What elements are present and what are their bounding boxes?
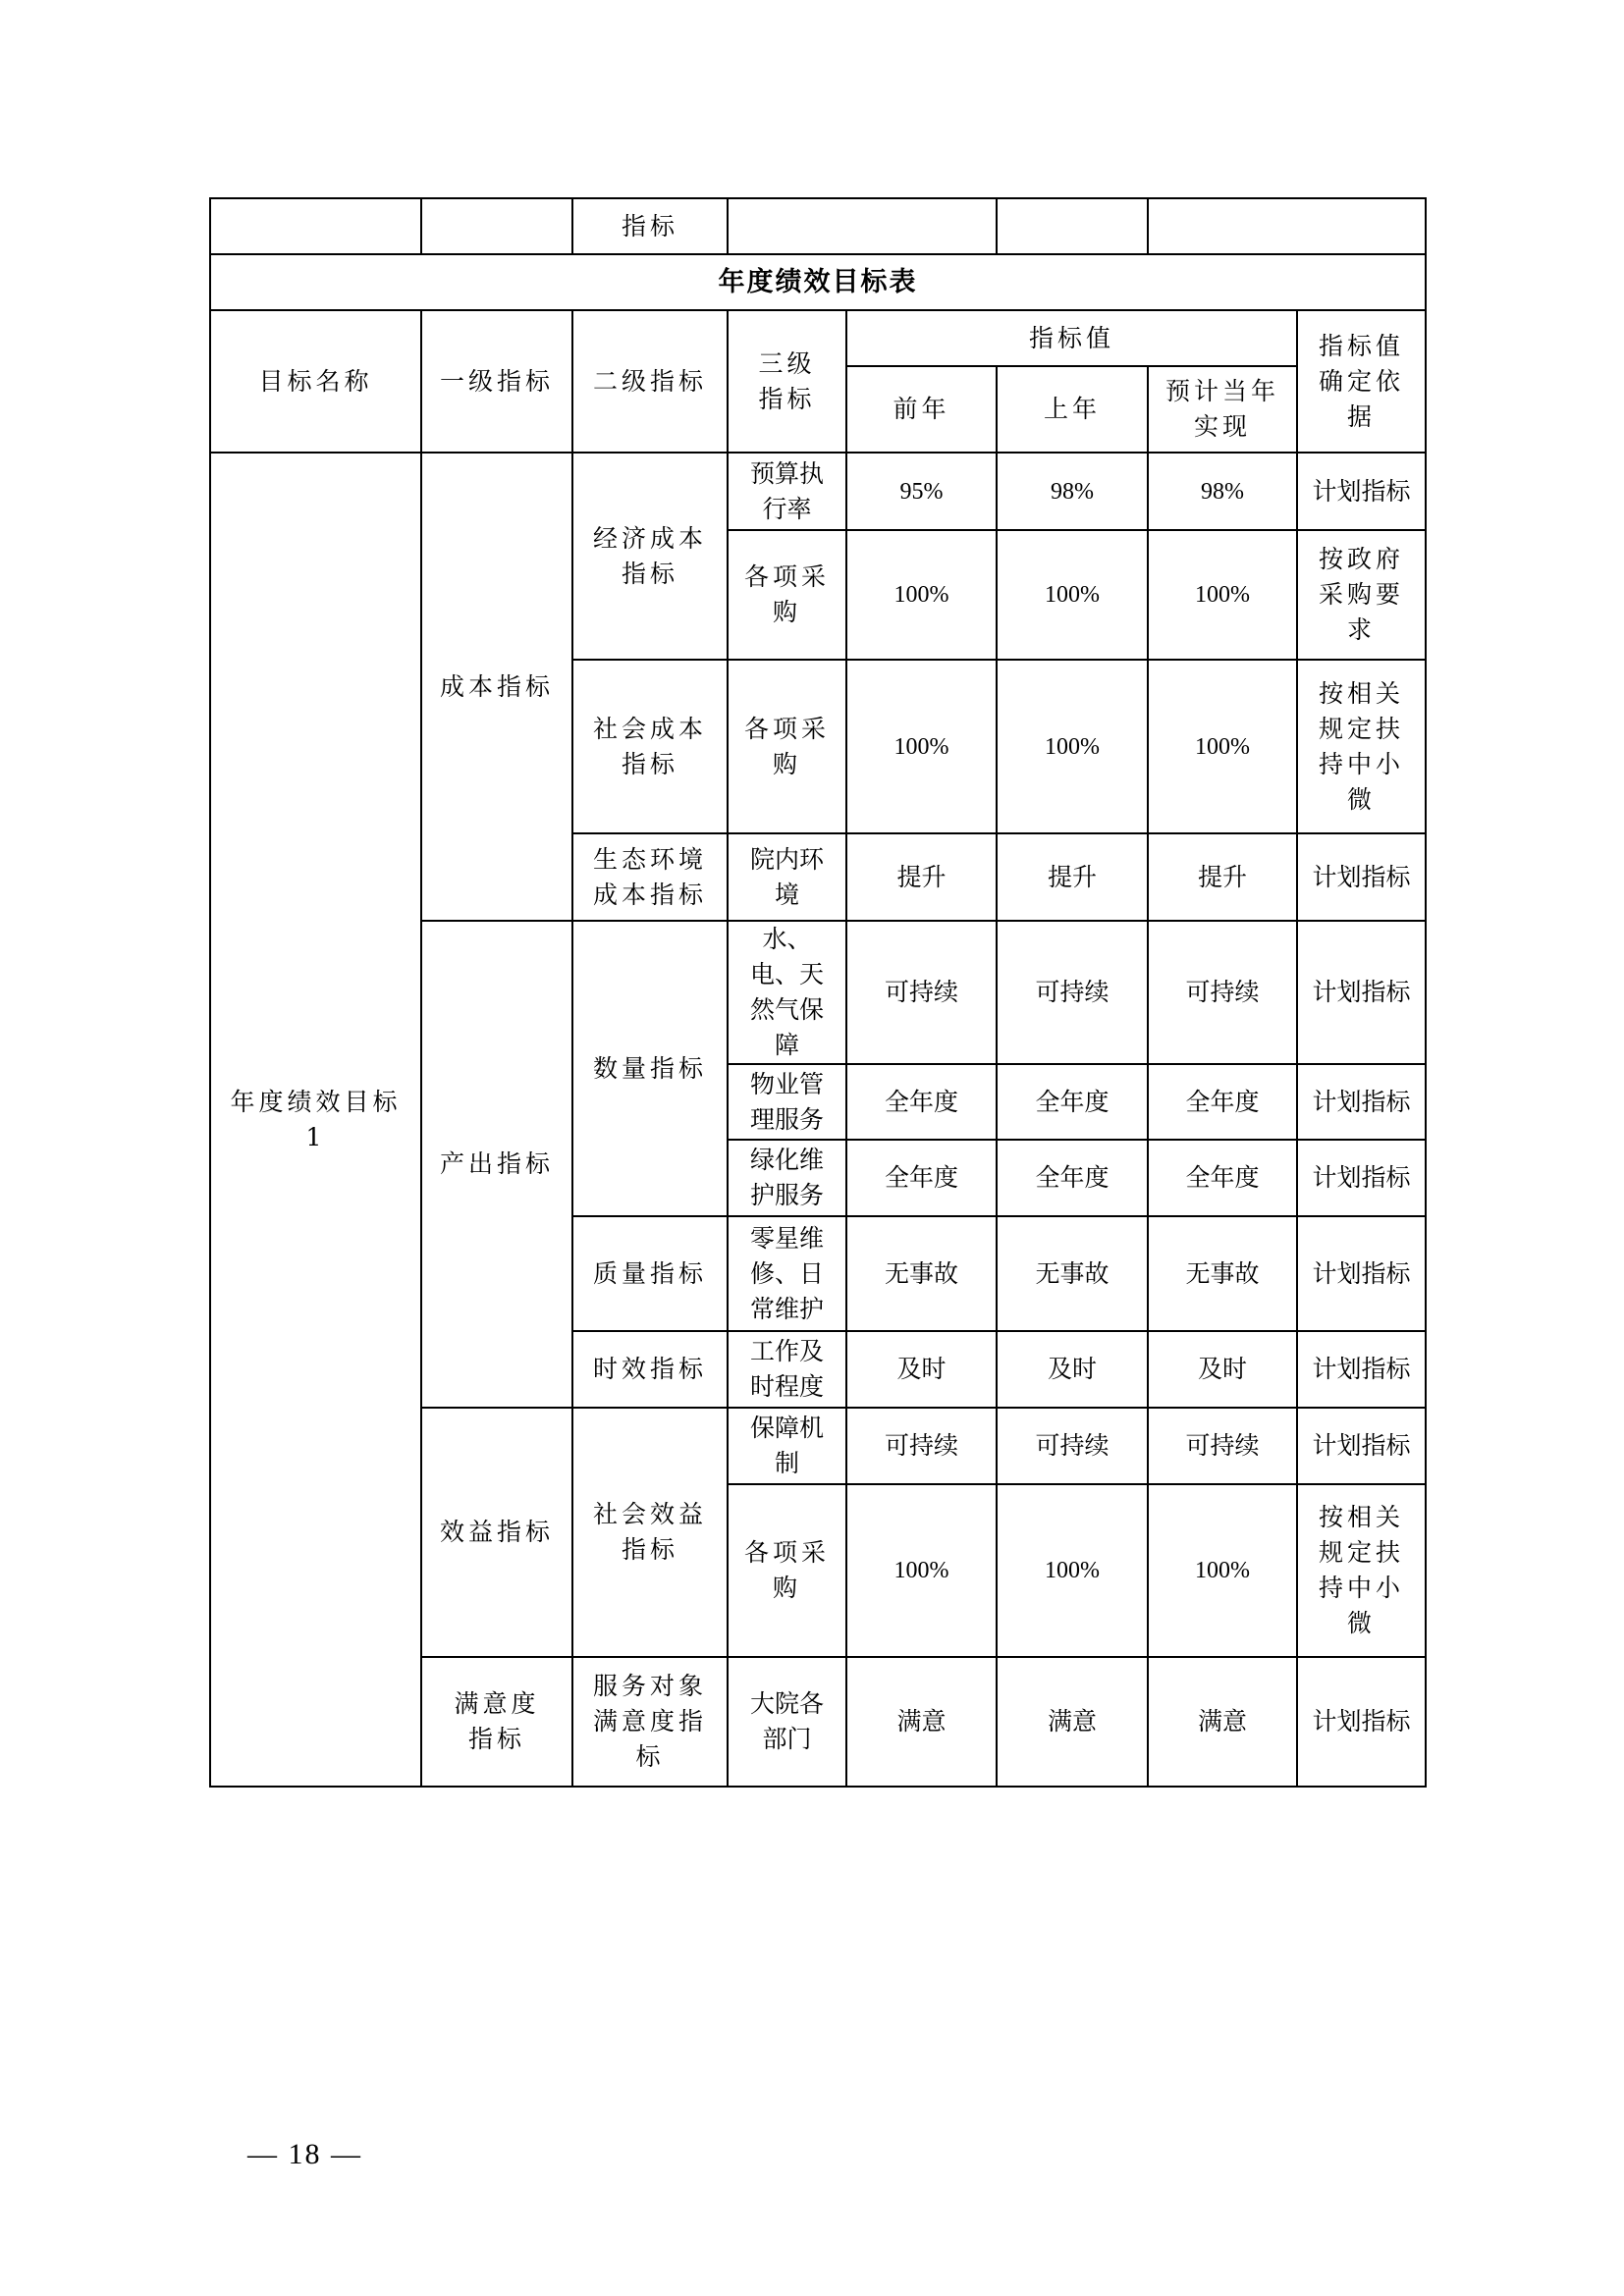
last-cell: 提升 bbox=[997, 833, 1148, 921]
subgroup-social-benefit: 社会效益指标 bbox=[572, 1408, 728, 1657]
group-satisfaction: 满意度指标 bbox=[421, 1657, 572, 1787]
last-cell: 100% bbox=[997, 660, 1148, 833]
group-benefit: 效益指标 bbox=[421, 1408, 572, 1657]
subgroup-economic-cost: 经济成本指标 bbox=[572, 453, 728, 660]
subgroup-quantity: 数量指标 bbox=[572, 921, 728, 1216]
header-level2: 二级指标 bbox=[572, 310, 728, 453]
expected-cell: 100% bbox=[1148, 530, 1297, 660]
basis-cell: 计划指标 bbox=[1297, 1331, 1426, 1408]
header-level3: 三级指标 bbox=[728, 310, 846, 453]
item-cell: 各项采购 bbox=[728, 1484, 846, 1657]
expected-cell: 满意 bbox=[1148, 1657, 1297, 1787]
basis-cell: 计划指标 bbox=[1297, 833, 1426, 921]
last-cell: 98% bbox=[997, 453, 1148, 530]
item-cell: 保障机制 bbox=[728, 1408, 846, 1484]
prev-cell: 可持续 bbox=[846, 921, 997, 1064]
header-basis: 指标值确定依据 bbox=[1297, 310, 1426, 453]
performance-target-table bbox=[209, 197, 1427, 1788]
group-output: 产出指标 bbox=[421, 921, 572, 1408]
last-cell: 可持续 bbox=[997, 1408, 1148, 1484]
expected-cell: 98% bbox=[1148, 453, 1297, 530]
prev-cell: 100% bbox=[846, 530, 997, 660]
item-cell: 物业管理服务 bbox=[728, 1064, 846, 1140]
cell-indicator: 指标 bbox=[572, 198, 728, 254]
expected-cell: 无事故 bbox=[1148, 1216, 1297, 1331]
basis-cell: 计划指标 bbox=[1297, 921, 1426, 1064]
item-cell: 工作及时程度 bbox=[728, 1331, 846, 1408]
cell bbox=[728, 198, 997, 254]
subgroup-social-cost: 社会成本指标 bbox=[572, 660, 728, 833]
basis-cell: 按政府采购要求 bbox=[1297, 530, 1426, 660]
group-cost: 成本指标 bbox=[421, 453, 572, 921]
expected-cell: 及时 bbox=[1148, 1331, 1297, 1408]
expected-cell: 全年度 bbox=[1148, 1064, 1297, 1140]
expected-cell: 可持续 bbox=[1148, 921, 1297, 1064]
expected-cell: 100% bbox=[1148, 660, 1297, 833]
expected-cell: 100% bbox=[1148, 1484, 1297, 1657]
page-number: — 18 — bbox=[247, 2138, 362, 2170]
prev-cell: 提升 bbox=[846, 833, 997, 921]
prev-cell: 100% bbox=[846, 660, 997, 833]
header-indicator-value: 指标值 bbox=[846, 310, 1297, 366]
table-row bbox=[210, 453, 1426, 530]
expected-cell: 提升 bbox=[1148, 833, 1297, 921]
prev-cell: 可持续 bbox=[846, 1408, 997, 1484]
prev-cell: 全年度 bbox=[846, 1140, 997, 1216]
last-cell: 无事故 bbox=[997, 1216, 1148, 1331]
prev-cell: 满意 bbox=[846, 1657, 997, 1787]
last-cell: 满意 bbox=[997, 1657, 1148, 1787]
item-cell: 水、电、天然气保障 bbox=[728, 921, 846, 1064]
item-cell: 各项采购 bbox=[728, 660, 846, 833]
last-cell: 全年度 bbox=[997, 1064, 1148, 1140]
prev-cell: 无事故 bbox=[846, 1216, 997, 1331]
header-prev-year: 前年 bbox=[846, 366, 997, 453]
header-target-name: 目标名称 bbox=[210, 310, 421, 453]
table-title: 年度绩效目标表 bbox=[210, 254, 1426, 310]
subgroup-eco-cost: 生态环境成本指标 bbox=[572, 833, 728, 921]
continuation-row bbox=[210, 198, 1426, 254]
last-cell: 100% bbox=[997, 530, 1148, 660]
last-cell: 全年度 bbox=[997, 1140, 1148, 1216]
cell bbox=[1148, 198, 1426, 254]
prev-cell: 及时 bbox=[846, 1331, 997, 1408]
basis-cell: 计划指标 bbox=[1297, 1064, 1426, 1140]
last-cell: 可持续 bbox=[997, 921, 1148, 1064]
basis-cell: 计划指标 bbox=[1297, 1216, 1426, 1331]
item-cell: 大院各部门 bbox=[728, 1657, 846, 1787]
subgroup-timeliness: 时效指标 bbox=[572, 1331, 728, 1408]
subgroup-quality: 质量指标 bbox=[572, 1216, 728, 1331]
item-cell: 绿化维护服务 bbox=[728, 1140, 846, 1216]
basis-cell: 计划指标 bbox=[1297, 1408, 1426, 1484]
header-level1: 一级指标 bbox=[421, 310, 572, 453]
expected-cell: 可持续 bbox=[1148, 1408, 1297, 1484]
header-last-year: 上年 bbox=[997, 366, 1148, 453]
prev-cell: 全年度 bbox=[846, 1064, 997, 1140]
header-expected: 预计当年实现 bbox=[1148, 366, 1297, 453]
basis-cell: 计划指标 bbox=[1297, 1140, 1426, 1216]
header-row-1 bbox=[210, 310, 1426, 366]
item-cell: 各项采购 bbox=[728, 530, 846, 660]
prev-cell: 95% bbox=[846, 453, 997, 530]
last-cell: 100% bbox=[997, 1484, 1148, 1657]
item-cell: 院内环境 bbox=[728, 833, 846, 921]
target-name-cell: 年度绩效目标1 bbox=[210, 453, 421, 1787]
basis-cell: 按相关规定扶持中小微 bbox=[1297, 1484, 1426, 1657]
cell bbox=[210, 198, 421, 254]
cell bbox=[997, 198, 1148, 254]
item-cell: 零星维修、日常维护 bbox=[728, 1216, 846, 1331]
cell bbox=[421, 198, 572, 254]
title-row bbox=[210, 254, 1426, 310]
subgroup-service-satisfaction: 服务对象满意度指标 bbox=[572, 1657, 728, 1787]
expected-cell: 全年度 bbox=[1148, 1140, 1297, 1216]
basis-cell: 计划指标 bbox=[1297, 453, 1426, 530]
basis-cell: 计划指标 bbox=[1297, 1657, 1426, 1787]
item-cell: 预算执行率 bbox=[728, 453, 846, 530]
last-cell: 及时 bbox=[997, 1331, 1148, 1408]
basis-cell: 按相关规定扶持中小微 bbox=[1297, 660, 1426, 833]
prev-cell: 100% bbox=[846, 1484, 997, 1657]
